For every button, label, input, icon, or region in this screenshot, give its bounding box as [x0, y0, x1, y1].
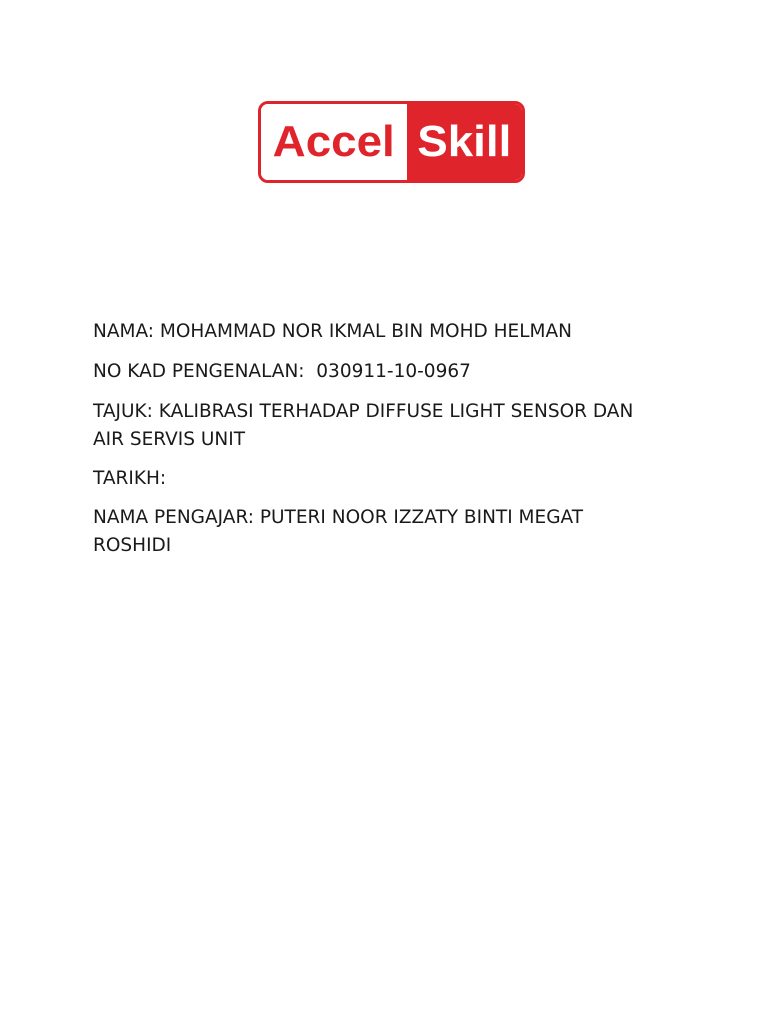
- accelskill-logo: [258, 101, 525, 183]
- field-nama-pengajar-line2: ROSHIDI: [93, 535, 172, 556]
- field-no-kad-pengenalan: NO KAD PENGENALAN: 030911-10-0967: [93, 361, 471, 382]
- field-tajuk-line1: TAJUK: KALIBRASI TERHADAP DIFFUSE LIGHT SENSOR DAN: [93, 401, 634, 422]
- field-nama-pengajar-line1: NAMA PENGAJAR: PUTERI NOOR IZZATY BINTI MEGAT: [93, 507, 584, 528]
- logo-left-panel: [261, 104, 407, 180]
- field-nama: NAMA: MOHAMMAD NOR IKMAL BIN MOHD HELMAN: [93, 321, 573, 342]
- logo-right-panel: [407, 104, 522, 180]
- field-tarikh: TARIKH:: [93, 468, 167, 489]
- field-tajuk-line2: AIR SERVIS UNIT: [93, 429, 245, 450]
- logo-text-skill: Skill: [417, 117, 512, 166]
- logo-text-accel: Accel: [272, 117, 396, 166]
